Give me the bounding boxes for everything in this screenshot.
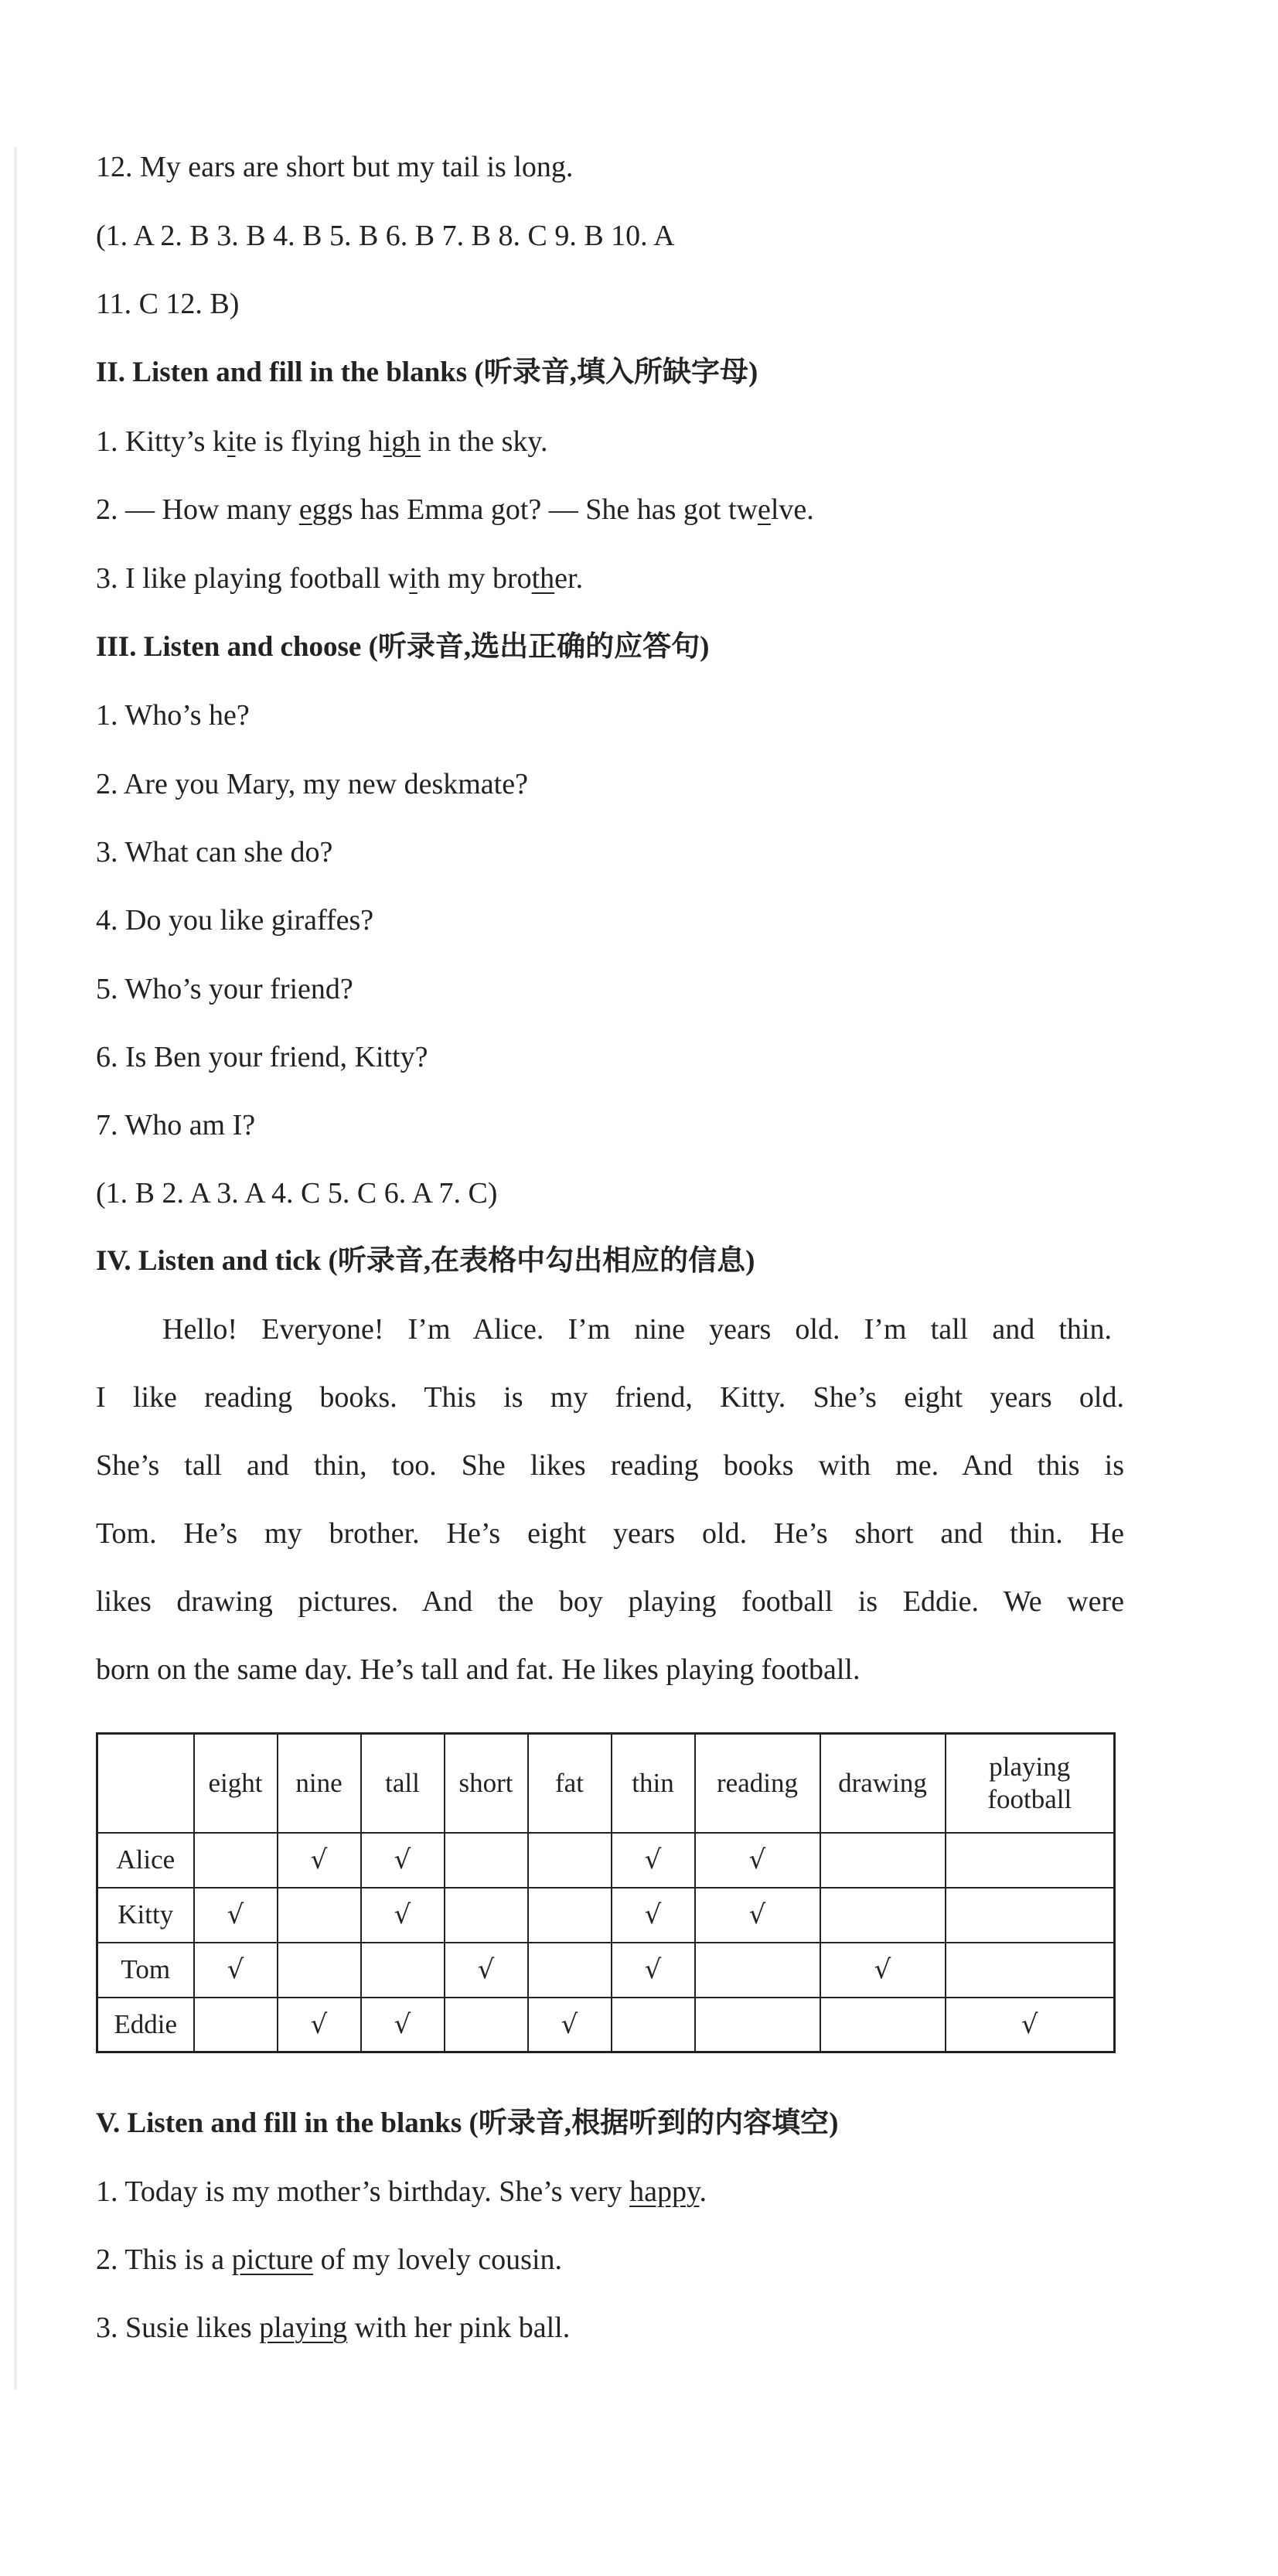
section-2-item-1: 1. Kitty’s kite is flying high in the sky. xyxy=(96,425,548,458)
section-3-item-4: 4. Do you like giraffes? xyxy=(96,904,374,937)
empty-cell xyxy=(612,1998,695,2052)
column-header: fat xyxy=(528,1734,612,1833)
row-name: Tom xyxy=(97,1943,194,1998)
empty-cell xyxy=(194,1833,278,1888)
column-header: reading xyxy=(695,1734,820,1833)
tick-mark: √ xyxy=(361,1833,445,1888)
empty-cell xyxy=(946,1888,1115,1943)
section-5-item-3: 3. Susie likes playing with her pink ball. xyxy=(96,2312,571,2344)
empty-cell xyxy=(278,1943,361,1998)
column-header: tall xyxy=(361,1734,445,1833)
filled-answer: picture xyxy=(231,2243,314,2276)
tick-mark: √ xyxy=(278,1998,361,2052)
section-2-item-2: 2. — How many eggs has Emma got? — She has got twelve. xyxy=(96,493,814,526)
section-3-item-6: 6. Is Ben your friend, Kitty? xyxy=(96,1041,428,1073)
question-12 xyxy=(96,148,573,186)
section-2-heading: II. Listen and fill in the blanks (听录音,填入所缺字母) xyxy=(96,357,758,388)
tick-mark: √ xyxy=(194,1943,278,1998)
row-name: Eddie xyxy=(97,1998,194,2052)
column-header: drawing xyxy=(820,1734,946,1833)
section-2-item-3: 3. I like playing football with my brother. xyxy=(96,562,584,595)
passage-line: likes drawing pictures. And the boy playing football is Eddie. We were xyxy=(96,1585,1124,1618)
section-3-item-2: 2. Are you Mary, my new deskmate? xyxy=(96,768,528,800)
empty-cell xyxy=(361,1943,445,1998)
tick-mark: √ xyxy=(695,1888,820,1943)
filled-letter: i xyxy=(409,562,417,595)
section-3-item-5: 5. Who’s your friend? xyxy=(96,973,353,1005)
empty-cell xyxy=(445,1888,528,1943)
tick-mark: √ xyxy=(361,1998,445,2052)
column-header: nine xyxy=(278,1734,361,1833)
tick-mark: √ xyxy=(612,1833,695,1888)
empty-cell xyxy=(946,1833,1115,1888)
tick-mark: √ xyxy=(528,1998,612,2052)
page-edge-shadow xyxy=(14,147,17,2390)
section-5-item-1: 1. Today is my mother’s birthday. She’s very happy. xyxy=(96,2175,707,2208)
table-row xyxy=(97,1833,1115,1888)
filled-letter: e xyxy=(298,493,312,526)
section-3-item-1: 1. Who’s he? xyxy=(96,699,250,732)
column-header: eight xyxy=(194,1734,278,1833)
empty-cell xyxy=(695,1998,820,2052)
empty-cell xyxy=(695,1943,820,1998)
empty-cell xyxy=(820,1998,946,2052)
row-name: Kitty xyxy=(97,1888,194,1943)
column-header: playing football xyxy=(946,1734,1115,1833)
empty-cell xyxy=(445,1998,528,2052)
tick-mark: √ xyxy=(361,1888,445,1943)
empty-cell xyxy=(528,1943,612,1998)
section-3-item-7: 7. Who am I? xyxy=(96,1109,256,1141)
empty-cell xyxy=(194,1998,278,2052)
passage-line: born on the same day. He’s tall and fat. He likes playing football. xyxy=(96,1653,861,1686)
empty-cell xyxy=(820,1833,946,1888)
passage-line: I like reading books. This is my friend, Kitty. She’s eight years old. xyxy=(96,1381,1124,1414)
corner-cell xyxy=(97,1734,194,1833)
column-header: thin xyxy=(612,1734,695,1833)
filled-letter: i xyxy=(227,425,236,458)
tick-mark: √ xyxy=(695,1833,820,1888)
table-row xyxy=(97,1943,1115,1998)
tick-mark: √ xyxy=(445,1943,528,1998)
tick-mark: √ xyxy=(946,1998,1115,2052)
filled-answer: playing xyxy=(259,2312,348,2344)
section-3-answer-key: (1. B 2. A 3. A 4. C 5. C 6. A 7. C) xyxy=(96,1177,498,1210)
empty-cell xyxy=(528,1833,612,1888)
filled-answer: happy xyxy=(629,2175,700,2208)
section-3-heading: III. Listen and choose (听录音,选出正确的应答句) xyxy=(96,631,710,663)
passage-line: Hello! Everyone! I’m Alice. I’m nine years old. I’m tall and thin. xyxy=(162,1313,1112,1346)
row-name: Alice xyxy=(97,1833,194,1888)
tick-mark: √ xyxy=(820,1943,946,1998)
table-row xyxy=(97,1998,1115,2052)
tick-mark: √ xyxy=(194,1888,278,1943)
section-3-item-3: 3. What can she do? xyxy=(96,836,333,868)
empty-cell xyxy=(820,1888,946,1943)
table-header-row xyxy=(97,1734,1115,1833)
section-4-heading: IV. Listen and tick (听录音,在表格中勾出相应的信息) xyxy=(96,1245,755,1277)
table-row xyxy=(97,1888,1115,1943)
empty-cell xyxy=(528,1888,612,1943)
filled-letter: th xyxy=(531,562,555,595)
tick-table xyxy=(96,1732,1116,2053)
section-5-heading: V. Listen and fill in the blanks (听录音,根据听到的内容填空) xyxy=(96,2107,839,2139)
question-text: My ears are short but my tail is long. xyxy=(140,151,574,183)
section-5-item-2: 2. This is a picture of my lovely cousin. xyxy=(96,2243,563,2276)
empty-cell xyxy=(946,1943,1115,1998)
empty-cell xyxy=(445,1833,528,1888)
answer-key-part1-line1: (1. A 2. B 3. B 4. B 5. B 6. B 7. B 8. C 9. B 10. A xyxy=(96,220,675,252)
answer-key-part1-line2: 11. C 12. B) xyxy=(96,288,240,320)
empty-cell xyxy=(278,1888,361,1943)
filled-letter: e xyxy=(757,493,771,526)
passage-line: Tom. He’s my brother. He’s eight years old. He’s short and thin. He xyxy=(96,1517,1124,1550)
question-number: 12. xyxy=(96,151,133,183)
passage-line: She’s tall and thin, too. She likes reading books with me. And this is xyxy=(96,1449,1124,1482)
tick-mark: √ xyxy=(278,1833,361,1888)
filled-letter: igh xyxy=(383,425,421,458)
tick-mark: √ xyxy=(612,1888,695,1943)
column-header: short xyxy=(445,1734,528,1833)
tick-mark: √ xyxy=(612,1943,695,1998)
